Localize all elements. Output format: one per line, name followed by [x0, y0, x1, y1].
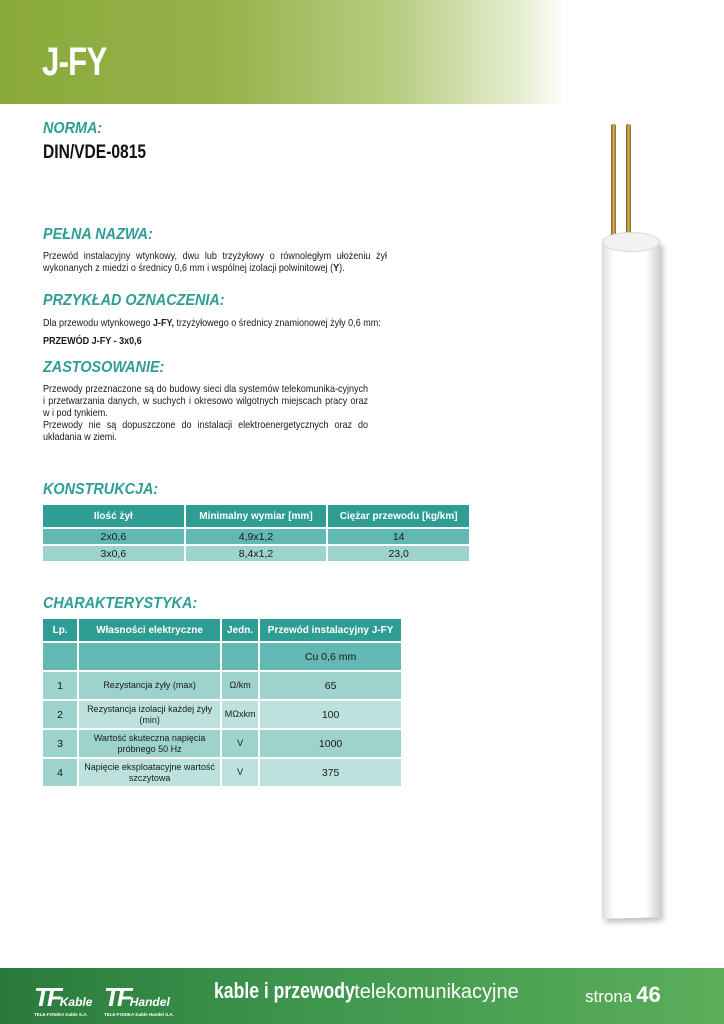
column-header: Minimalny wymiar [mm] [186, 505, 327, 527]
table-cell: Napięcie eksploatacyjne wartość szczytowa [79, 759, 220, 786]
application-heading: ZASTOSOWANIE: [43, 359, 165, 376]
table-cell: V [222, 730, 258, 757]
example-heading: PRZYKŁAD OZNACZENIA: [43, 292, 225, 309]
table-cell: Wartość skuteczna napięcia próbnego 50 Hz [79, 730, 220, 757]
table-header-row [43, 505, 469, 527]
cable-insulation-end [602, 232, 660, 252]
copper-wire [626, 124, 631, 242]
table-cell: 14 [328, 529, 469, 544]
table-cell: 2x0,6 [43, 529, 184, 544]
table-cell: MΩxkm [222, 701, 258, 728]
header-band [0, 0, 724, 104]
tf-handel-logo: TFHandel TELE-FONIKA Kable Handel S.A. [104, 982, 174, 1017]
footer-band [0, 968, 724, 1024]
table-cell: 375 [260, 759, 401, 786]
table-cell: 4 [43, 759, 77, 786]
table-cell: V [222, 759, 258, 786]
footer-tagline: kable i przewody telekomunikacyjne [214, 978, 519, 1003]
table-row [43, 730, 401, 757]
table-cell: 1 [43, 672, 77, 699]
characteristics-heading: CHARAKTERYSTYKA: [43, 595, 198, 612]
table-row [43, 643, 401, 670]
table-cell [79, 643, 220, 670]
column-header: Jedn. [222, 619, 258, 641]
example-code: PRZEWÓD J-FY - 3x0,6 [43, 335, 142, 347]
table-cell: Cu 0,6 mm [260, 643, 401, 670]
characteristics-table [41, 617, 403, 788]
full-name-text: Przewód instalacyjny wtynkowy, dwu lub trzyżyłowy o równoległym ułożeniu żył wykonanych z miedzi o średnicy 0,6 mm i wspólnej izolacji polwinitowej (Y). [43, 250, 387, 274]
table-header-row [43, 619, 401, 641]
example-text: Dla przewodu wtynkowego J-FY, trzyżyłowego o średnicy znamionowej żyły 0,6 mm: [43, 317, 381, 329]
table-cell: 2 [43, 701, 77, 728]
table-cell: Rezystancja żyły (max) [79, 672, 220, 699]
column-header: Ciężar przewodu [kg/km] [328, 505, 469, 527]
table-row [43, 546, 469, 561]
table-row [43, 529, 469, 544]
tf-kable-logo: TFKable TELE-FONIKA Kable S.A. [34, 982, 93, 1017]
table-row [43, 701, 401, 728]
construction-table [41, 503, 471, 563]
table-cell [43, 643, 77, 670]
cable-product-image [596, 124, 666, 924]
norma-value: DIN/VDE-0815 [43, 142, 147, 163]
table-row [43, 759, 401, 786]
table-cell: 1000 [260, 730, 401, 757]
column-header: Własności elektryczne [79, 619, 220, 641]
column-header: Ilość żył [43, 505, 184, 527]
construction-heading: KONSTRUKCJA: [43, 481, 159, 498]
table-cell [222, 643, 258, 670]
page-number: strona 46 [585, 982, 661, 1007]
table-cell: 4,9x1,2 [186, 529, 327, 544]
application-text: Przewody przeznaczone są do budowy sieci dla systemów telekomunika-cyjnych i przetwarzania danych, w suchych i okresowo wilgotnych miejscach pracy oraz w i pod tynkiem. Przewody nie są dopuszczone do instalacji elektroenergetycznych oraz do układania w ziemi. [43, 383, 369, 443]
table-cell: Rezystancja izolacji każdej żyły (min) [79, 701, 220, 728]
table-cell: 3 [43, 730, 77, 757]
table-row [43, 672, 401, 699]
table-cell: 100 [260, 701, 401, 728]
full-name-heading: PEŁNA NAZWA: [43, 226, 153, 243]
copper-wire [611, 124, 616, 242]
table-cell: 3x0,6 [43, 546, 184, 561]
table-cell: 8,4x1,2 [186, 546, 327, 561]
column-header: Przewód instalacyjny J-FY [260, 619, 401, 641]
column-header: Lp. [43, 619, 77, 641]
table-cell: 23,0 [328, 546, 469, 561]
norma-heading: NORMA: [43, 120, 103, 137]
table-cell: 65 [260, 672, 401, 699]
page-title: J-FY [42, 40, 107, 84]
table-cell: Ω/km [222, 672, 258, 699]
cable-insulation [602, 241, 660, 919]
